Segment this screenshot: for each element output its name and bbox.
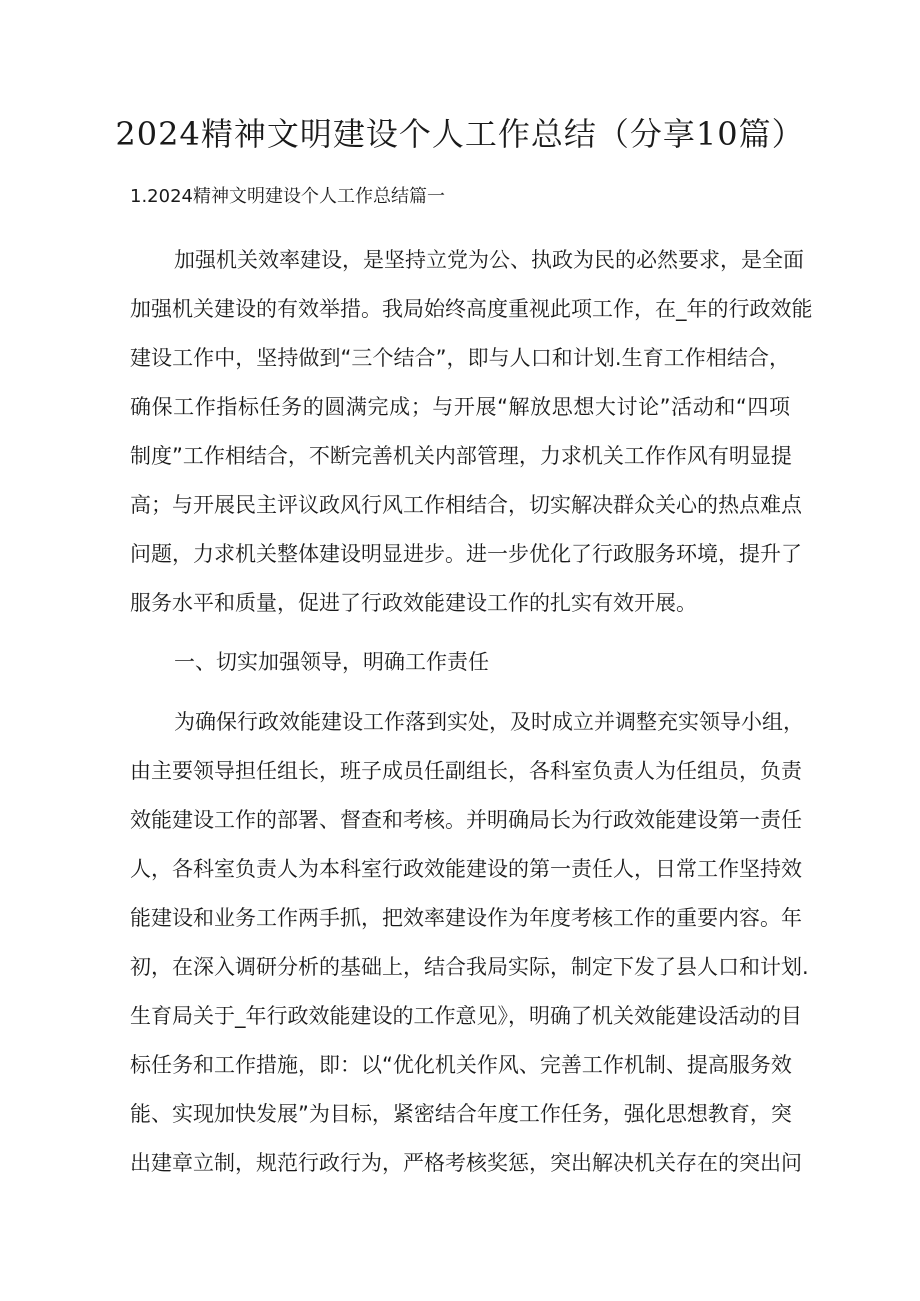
paragraph-2-line: 人，各科室负责人为本科室行政效能建设的第一责任人，日常工作坚持效 bbox=[130, 857, 802, 881]
paragraph-2-line: 能建设和业务工作两手抓，把效率建设作为年度考核工作的重要内容。年 bbox=[130, 906, 802, 930]
paragraph-1-line: 问题，力求机关整体建设明显进步。进一步优化了行政服务环境，提升了 bbox=[130, 542, 802, 566]
paragraph-1-line: 确保工作指标任务的圆满完成；与开展“解放思想大讨论”活动和“四项 bbox=[130, 395, 790, 419]
paragraph-2-line: 由主要领导担任组长，班子成员任副组长，各科室负责人为任组员，负责 bbox=[130, 759, 802, 783]
paragraph-2-line: 初，在深入调研分析的基础上，结合我局实际，制定下发了县人口和计划. bbox=[130, 955, 809, 979]
paragraph-2-line: 标任务和工作措施，即：以“优化机关作风、完善工作机制、提高服务效 bbox=[130, 1053, 792, 1077]
paragraph-1-line: 高；与开展民主评议政风行风工作相结合，切实解决群众关心的热点难点 bbox=[130, 493, 802, 517]
paragraph-1-line: 加强机关效率建设，是坚持立党为公、执政为民的必然要求，是全面 bbox=[174, 248, 804, 272]
paragraph-1-line: 服务水平和质量，促进了行政效能建设工作的扎实有效开展。 bbox=[130, 591, 697, 615]
paragraph-1-line: 加强机关建设的有效举措。我局始终高度重视此项工作，在_年的行政效能 bbox=[130, 297, 813, 321]
paragraph-2-line: 能、实现加快发展”为目标，紧密结合年度工作任务，强化思想教育，突 bbox=[130, 1102, 792, 1126]
paragraph-2-line: 效能建设工作的部署、督查和考核。并明确局长为行政效能建设第一责任 bbox=[130, 808, 802, 832]
subheading: 一、切实加强领导，明确工作责任 bbox=[174, 650, 489, 674]
section-heading: 1.2024精神文明建设个人工作总结篇一 bbox=[130, 186, 445, 207]
document-title: 2024精神文明建设个人工作总结（分享10篇） bbox=[115, 115, 805, 153]
paragraph-1-line: 建设工作中，坚持做到“三个结合”，即与人口和计划.生育工作相结合， bbox=[130, 346, 790, 370]
paragraph-2-line: 为确保行政效能建设工作落到实处，及时成立并调整充实领导小组， bbox=[174, 710, 804, 734]
paragraph-2-line: 生育局关于_年行政效能建设的工作意见》，明确了机关效能建设活动的目 bbox=[130, 1004, 802, 1028]
paragraph-1-line: 制度”工作相结合，不断完善机关内部管理，力求机关工作作风有明显提 bbox=[130, 444, 792, 468]
paragraph-2-line: 出建章立制，规范行政行为，严格考核奖惩，突出解决机关存在的突出问 bbox=[130, 1151, 802, 1175]
